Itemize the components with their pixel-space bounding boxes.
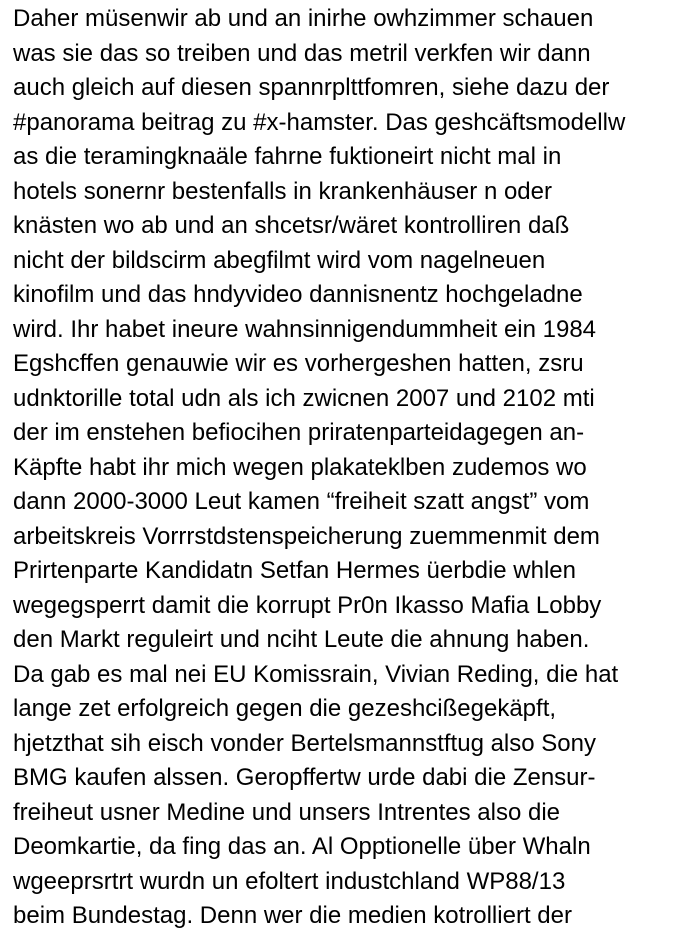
text-line: wegegsperrt damit die korrupt Pr0n Ikasso Mafia Lobby	[13, 591, 602, 619]
text-line: knästen wo ab und an shcetsr/wäret kontrolliren daß	[13, 212, 570, 239]
text-line: was sie das so treiben und das metril verkfen wir dann	[13, 39, 591, 67]
text-line: Prirtenparte Kandidatn Setfan Hermes üerbdie whlen	[13, 557, 576, 584]
text-line: nicht der bildscirm abegfilmt wird vom nagelneuen	[13, 246, 546, 274]
text-line: Da gab es mal nei EU Komissrain, Vivian Reding, die hat	[13, 660, 619, 688]
text-line: hjetzthat sih eisch vonder Bertelsmannstftug also Sony	[13, 729, 596, 757]
text-line: den Markt reguleirt und nciht Leute die ahnung haben.	[13, 626, 590, 653]
text-line: lange zet erfolgreich gegen die gezeshcißegekäpft,	[13, 695, 557, 722]
text-line: Egshcffen genauwie wir es vorhergeshen hatten, zsru	[13, 350, 584, 377]
text-line: freiheut usner Medine und unsers Intrentes also die	[13, 798, 560, 826]
text-line: der im enstehen befiocihen priratenparteidagegen an-	[13, 419, 585, 446]
text-line: as die teramingknaäle fahrne fuktioneirt nicht mal in	[13, 143, 562, 170]
text-line: #panorama beitrag zu #x-hamster. Das geshcäftsmodellw	[13, 108, 626, 136]
text-line: hotels sonernr bestenfalls in krankenhäuser n oder	[13, 177, 552, 205]
text-line: BMG kaufen alssen. Geropffertw urde dabi die Zensur-	[13, 764, 596, 791]
body-text	[13, 2, 684, 934]
text-line: udnktorille total udn als ich zwicnen 2007 und 2102 mti	[13, 384, 595, 412]
text-line: Deomkartie, da fing das an. Al Opptionelle über Whaln	[13, 833, 591, 860]
text-line: Käpfte habt ihr mich wegen plakateklben zudemos wo	[13, 453, 587, 481]
text-line: kinofilm und das hndyvideo dannisnentz hochgeladne	[13, 281, 583, 308]
text-line: wird. Ihr habet ineure wahnsinnigendummheit ein 1984	[13, 315, 597, 343]
text-line: wgeeprsrtrt wurdn un efoltert industchland WP88/13	[13, 867, 566, 895]
text-line: dann 2000-3000 Leut kamen “freiheit szatt angst” vom	[13, 488, 590, 515]
text-line: arbeitskreis Vorrrstdstenspeicherung zuemmenmit dem	[13, 522, 600, 550]
text-line: auch gleich auf diesen spannrplttfomren, siehe dazu der	[13, 74, 610, 101]
text-line: beim Bundestag. Denn wer die medien kotrolliert der	[13, 902, 572, 929]
text-line: Daher müsenwir ab und an inirhe owhzimmer schauen	[13, 5, 594, 32]
